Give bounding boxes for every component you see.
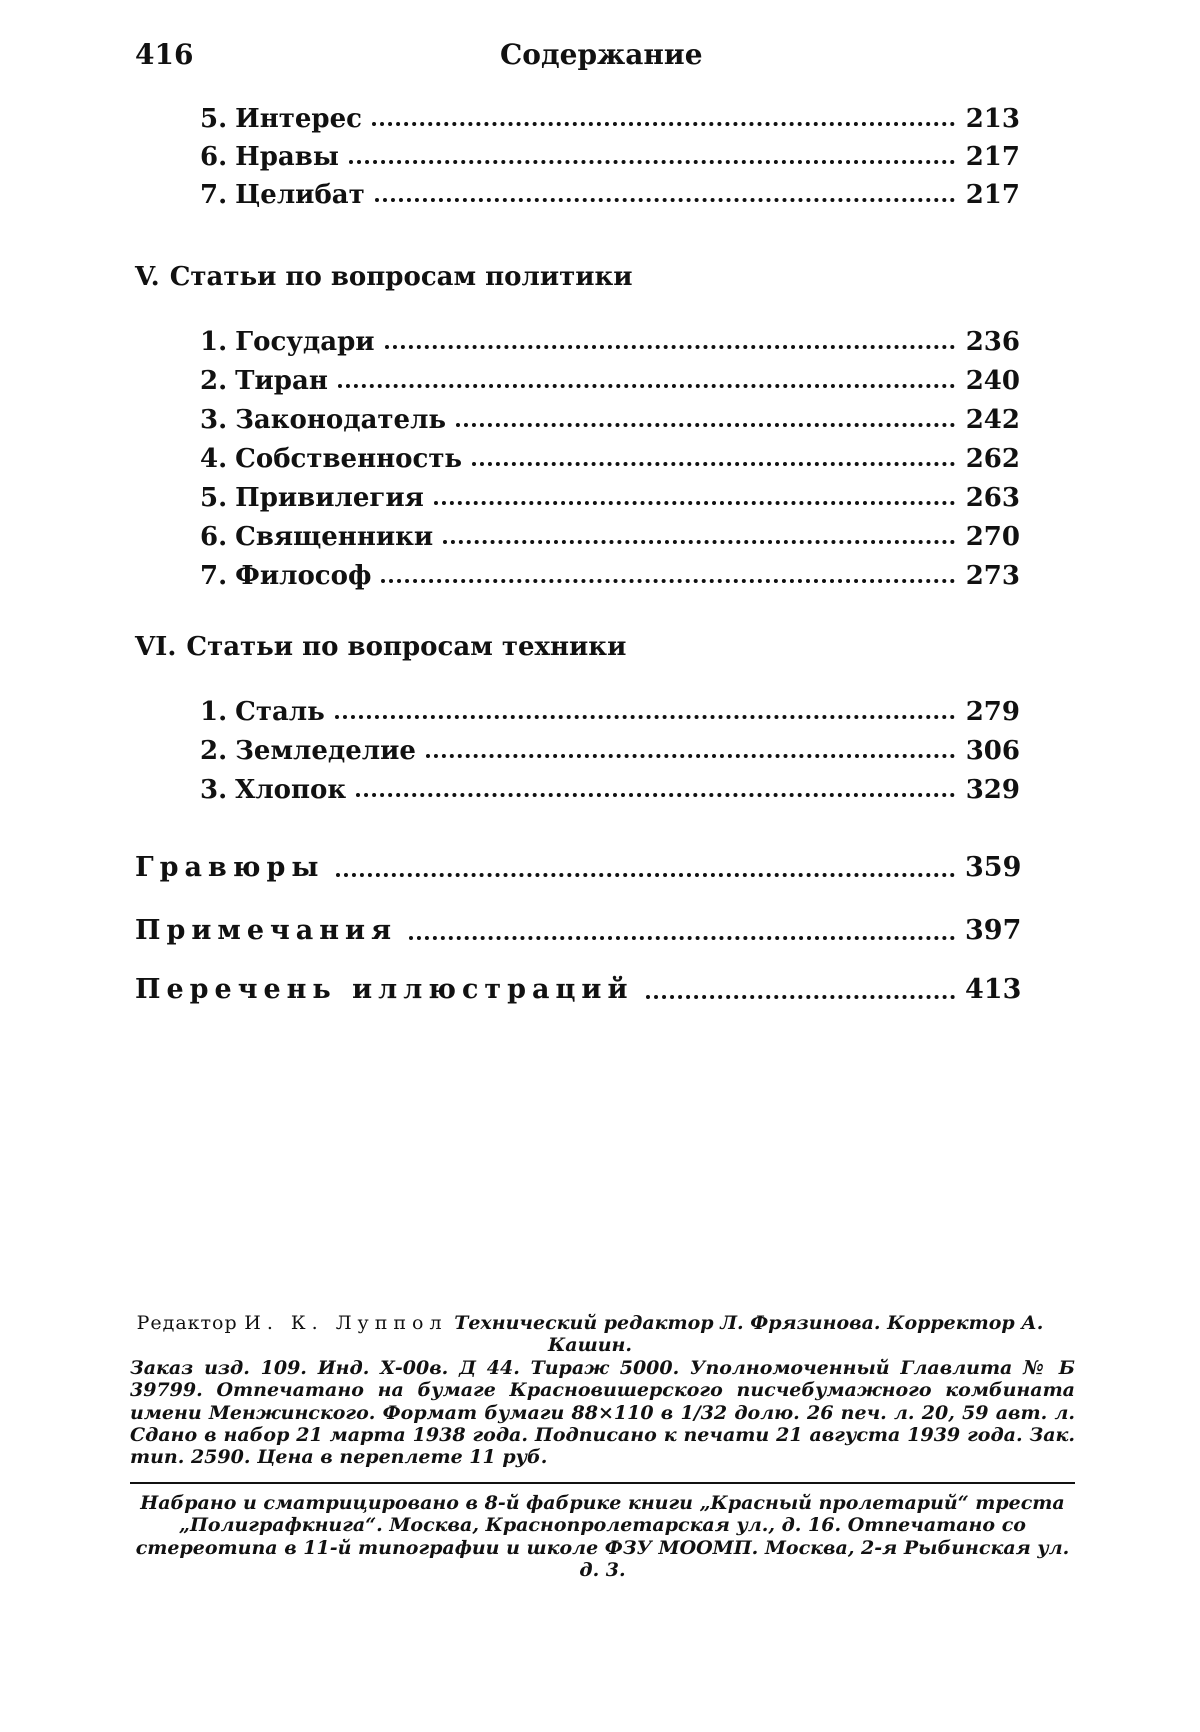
section-number: V. [135,262,160,292]
toc-entry [200,432,1020,472]
toc-entry-number: 5. [200,483,228,513]
toc-entry [200,471,1020,511]
toc-entry-title: Законодатель [235,405,447,435]
dot-leader [409,935,955,940]
toc-entry-title: Священники [235,522,434,552]
dot-leader [472,461,955,466]
dot-leader [434,500,955,505]
toc-entry-number: 4. [200,444,228,474]
toc-entry-title: Интерес [235,104,362,134]
toc-entry-title: Собственность [235,444,463,474]
major-entry-title: Примечания [135,915,398,946]
dot-leader [336,872,955,877]
major-entry [135,906,1020,946]
toc-entry-page: 279 [965,697,1020,727]
toc-entry [200,724,1020,764]
toc-entry-number: 1. [200,697,228,727]
toc-entry [200,92,1020,132]
toc-entry-title: Целибат [235,180,365,210]
imprint-credits [95,1312,1085,1357]
toc-entry-title: Тиран [235,366,328,396]
section-number: VI. [135,632,177,662]
major-entry [135,843,1020,883]
toc-entry [200,763,1020,803]
major-entry-title: Перечень иллюстраций [135,974,634,1005]
editor-name: И. К. Луппол [244,1312,448,1334]
dot-leader [372,121,955,126]
toc-entry-title: Нравы [235,142,339,172]
page-number: 416 [135,38,194,71]
imprint [95,1312,1085,1469]
toc-entry [200,393,1020,433]
toc-entry-number: 6. [200,142,228,172]
major-entry [135,965,1020,1005]
toc-entry [200,315,1020,355]
toc-entry-page: 242 [965,405,1020,435]
toc-entry-page: 217 [965,142,1020,172]
technical-editor: Технический редактор Л. Фрязинова. [454,1312,881,1334]
section-title: Статьи по вопросам техники [186,632,627,662]
toc-entry-page: 306 [965,736,1020,766]
toc-entry-page: 217 [965,180,1020,210]
major-entry-page: 397 [965,915,1022,946]
dot-leader [381,578,955,583]
dot-leader [349,159,955,164]
toc-entry-title: Государи [235,327,375,357]
toc-entry-title: Хлопок [235,775,347,805]
toc-entry-number: 5. [200,104,228,134]
toc-entry-page: 263 [965,483,1020,513]
toc-entry-number: 3. [200,405,228,435]
imprint-details: Заказ изд. 109. Инд. Х-00в. Д 44. Тираж 5000. Уполномоченный Главлита № Б 39799. Отпечатано на бумаге Красновишерского писчебумажного комбината имени Менжинского. Формат бумаги 88×110 в 1/32 долю. 26 печ. л. 20, 59 авт. л. Сдано в набор 21 марта 1938 года. Подписано к печати 21 августа 1939 года. Зак. тип. 2590. Цена в переплете 11 руб. [130,1356,1075,1469]
major-entry-page: 413 [965,974,1022,1005]
toc-entry-number: 2. [200,736,228,766]
dot-leader [426,753,955,758]
toc-entry-number: 2. [200,366,228,396]
dot-leader [356,792,955,797]
toc-entry-title: Философ [235,561,372,591]
major-entry-page: 359 [965,852,1022,883]
toc-entry [200,510,1020,550]
running-head: Содержание [500,38,703,71]
toc-entry [200,549,1020,589]
divider-rule [130,1482,1075,1484]
section-heading [135,262,633,292]
toc-entry-title: Сталь [235,697,325,727]
dot-leader [375,197,955,202]
dot-leader [338,383,955,388]
toc-entry-page: 213 [965,104,1020,134]
toc-entry-number: 3. [200,775,228,805]
section-heading [135,632,626,662]
toc-entry [200,130,1020,170]
toc-entry-page: 240 [965,366,1020,396]
toc-entry [200,354,1020,394]
dot-leader [646,994,956,999]
editor-role: Редактор [136,1312,238,1334]
corrector: Корректор А. Кашин. [548,1312,1044,1357]
toc-entry-number: 7. [200,180,228,210]
toc-entry-page: 329 [965,775,1020,805]
toc-entry-page: 273 [965,561,1020,591]
major-entry-title: Гравюры [135,852,325,883]
printer-colophon: Набрано и сматрицировано в 8-й фабрике книги „Красный пролетарий“ треста „Полиграфкнига“. Москва, Краснопролетарская ул., д. 16. Отпечатано со стереотипа в 11-й типографии и школе ФЗУ МООМП. Москва, 2-я Рыбинская ул. д. 3. [135,1492,1070,1582]
toc-entry-number: 1. [200,327,228,357]
toc-entry-number: 6. [200,522,228,552]
toc-entry-title: Привилегия [235,483,424,513]
toc-entry [200,168,1020,208]
section-title: Статьи по вопросам политики [169,262,633,292]
toc-entry [200,685,1020,725]
dot-leader [335,714,955,719]
toc-entry-title: Земледелие [235,736,416,766]
toc-entry-page: 236 [965,327,1020,357]
toc-entry-number: 7. [200,561,228,591]
dot-leader [443,539,955,544]
dot-leader [385,344,955,349]
toc-entry-page: 270 [965,522,1020,552]
toc-entry-page: 262 [965,444,1020,474]
dot-leader [456,422,955,427]
